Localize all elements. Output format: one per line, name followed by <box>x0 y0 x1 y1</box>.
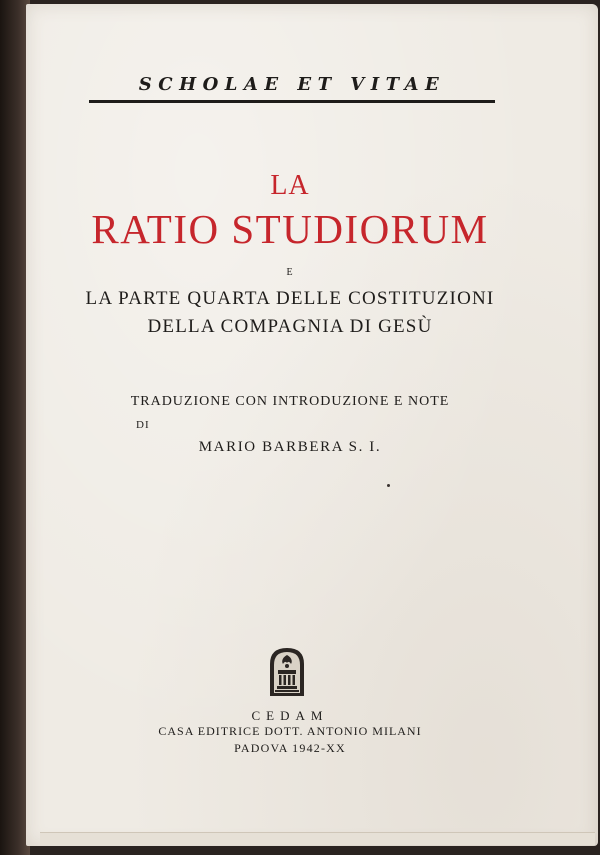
publisher-name: CEDAM <box>251 708 329 723</box>
title-conjunction: E <box>286 267 294 278</box>
imprint-line: PADOVA 1942-XX <box>234 741 346 755</box>
publisher-full-name: CASA EDITRICE DOTT. ANTONIO MILANI <box>158 724 422 738</box>
title-article: LA <box>270 170 310 201</box>
cedam-emblem-icon <box>266 646 308 698</box>
by-label: DI <box>136 419 150 431</box>
series-title: SCHOLAE ET VITAE <box>138 74 446 95</box>
book-title: RATIO STUDIORUM <box>91 206 489 252</box>
series-rule <box>89 100 495 103</box>
subtitle-line-1: LA PARTE QUARTA DELLE COSTITUZIONI <box>85 288 495 309</box>
author-name: MARIO BARBERA S. I. <box>198 439 382 455</box>
subtitle-line-2: DELLA COMPAGNIA DI GESÙ <box>147 316 433 337</box>
translation-note: TRADUZIONE CON INTRODUZIONE E NOTE <box>130 394 450 409</box>
ink-speck <box>387 484 390 487</box>
